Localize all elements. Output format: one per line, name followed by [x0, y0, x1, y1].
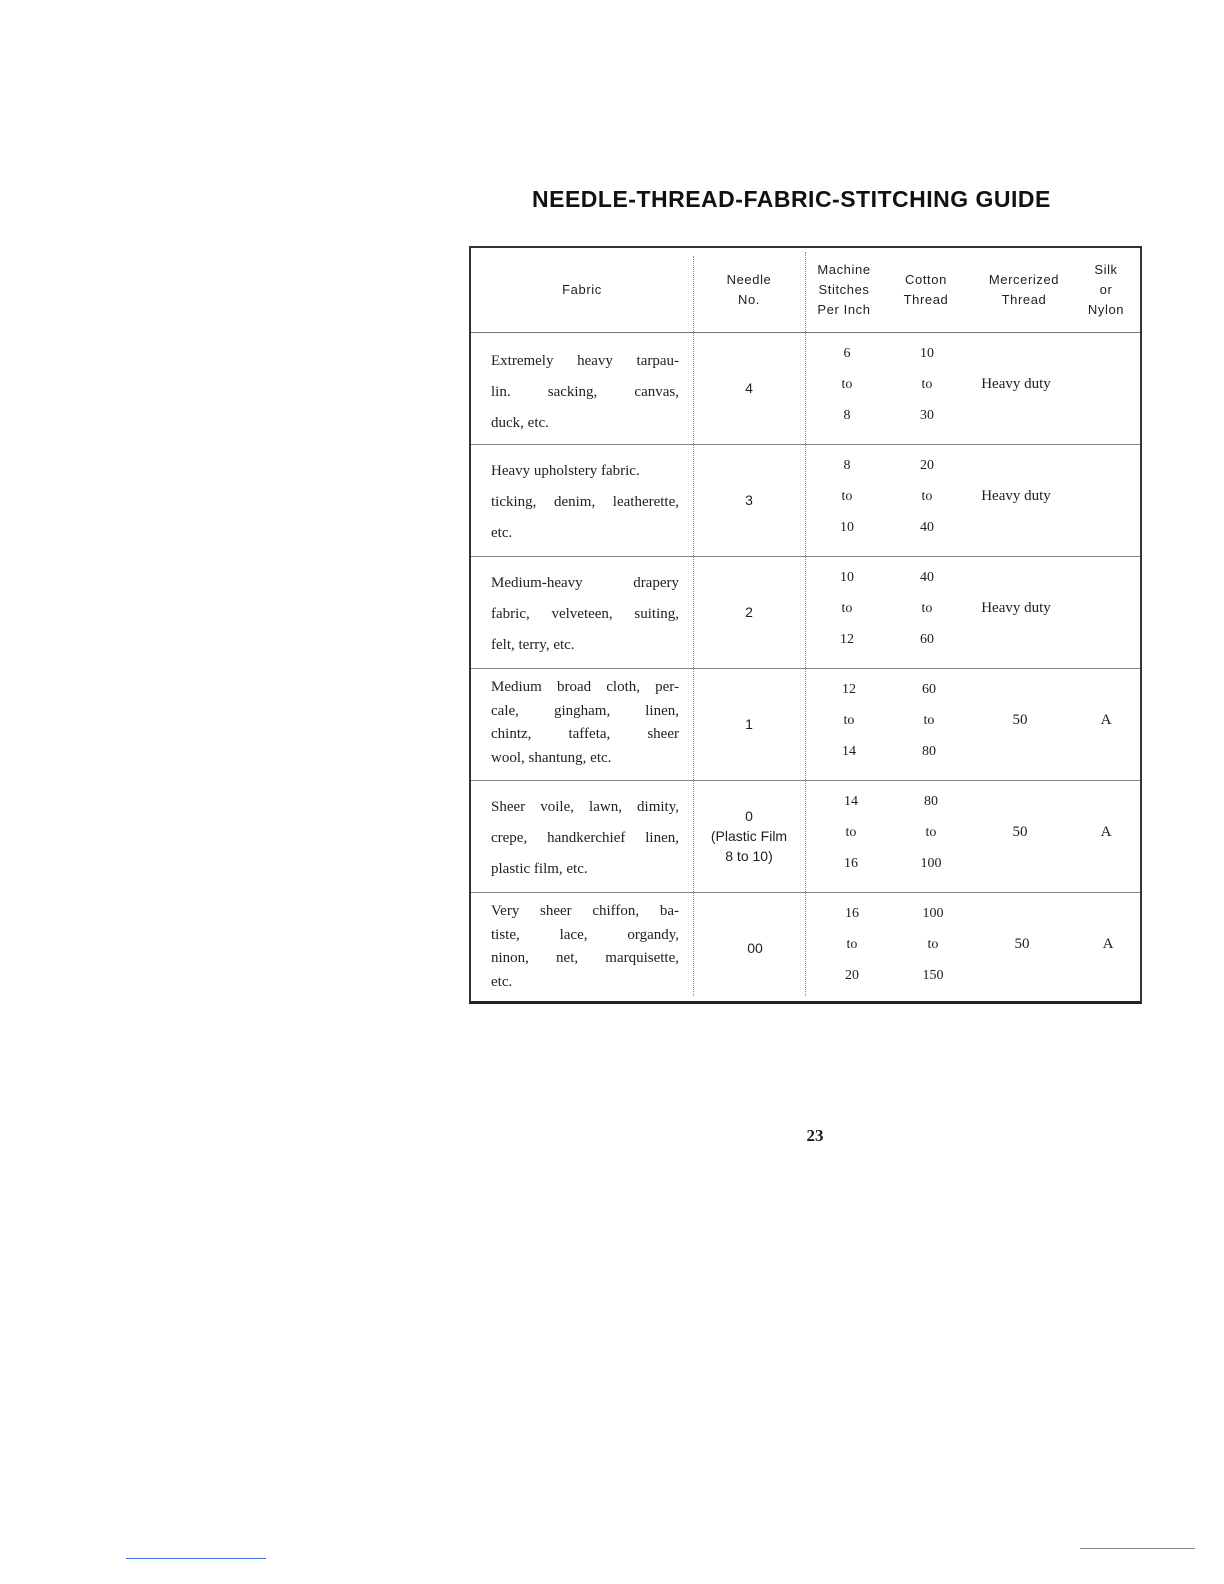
cotton-max: 60: [920, 632, 934, 647]
cotton-range: [897, 556, 957, 668]
stitches-max: 8: [843, 408, 851, 423]
cotton-to: to: [921, 377, 933, 392]
cotton-range: [899, 668, 959, 780]
fabric-description: [491, 676, 679, 770]
header-cotton-line: Thread: [903, 292, 949, 307]
header-silk-line: Nylon: [1087, 302, 1125, 317]
stitches-min: 10: [840, 570, 854, 585]
stitches-range: [819, 668, 879, 780]
fabric-line: Heavy upholstery fabric.: [491, 463, 640, 479]
fabric-line: chintz, taffeta, sheer: [491, 726, 679, 742]
fabric-line: Medium broad cloth, per-: [491, 679, 679, 695]
cotton-min: 80: [924, 794, 938, 809]
fabric-line: cale, gingham, linen,: [491, 702, 679, 719]
page-number: 23: [806, 1126, 824, 1145]
fabric-line: fabric, velveteen, suiting,: [491, 606, 679, 622]
needle-line: 4: [745, 380, 753, 396]
needle-line: 0: [745, 808, 753, 824]
fabric-line: crepe, handkerchief linen,: [491, 830, 679, 846]
cotton-min: 20: [920, 458, 934, 473]
cotton-to: to: [921, 489, 933, 504]
header-cotton: [883, 248, 969, 332]
stitching-guide-table: [469, 246, 1142, 1004]
header-silk-line: Silk: [1094, 262, 1118, 277]
header-fabric-text: Fabric: [562, 282, 602, 297]
header-needle-line: No.: [737, 292, 760, 307]
header-stitches: [805, 248, 883, 332]
fabric-description: [491, 792, 679, 885]
mercerized-thread: Heavy duty: [981, 488, 1051, 504]
fabric-line: Extremely heavy tarpau-: [491, 353, 679, 369]
header-mercerized-line: Thread: [1001, 292, 1047, 307]
scan-artifact-line: [1080, 1548, 1195, 1549]
needle-line: 8 to 10): [725, 848, 773, 864]
fabric-line: lin. sacking, canvas,: [491, 384, 679, 400]
stitches-max: 20: [845, 968, 859, 983]
stitches-range: [817, 332, 877, 444]
cotton-to: to: [921, 601, 933, 616]
header-mercerized-line: Mercerized: [988, 272, 1060, 287]
mercerized-thread: Heavy duty: [981, 376, 1051, 392]
needle-number: [699, 892, 811, 1004]
header-stitches-line: Stitches: [818, 282, 870, 297]
cotton-min: 40: [920, 570, 934, 585]
needle-number: [693, 556, 805, 668]
table-row: [471, 668, 1140, 781]
table-row: [471, 556, 1140, 669]
cotton-to: to: [923, 713, 935, 728]
stitches-to: to: [841, 489, 853, 504]
stitches-range: [817, 556, 877, 668]
header-stitches-line: Per Inch: [817, 302, 871, 317]
needle-number: [693, 780, 805, 892]
needle-line: (Plastic Film: [710, 828, 788, 844]
stitches-max: 16: [844, 856, 858, 871]
fabric-line: duck, etc.: [491, 415, 549, 431]
fabric-line: ninon, net, marquisette,: [491, 950, 679, 966]
header-silk: [1071, 248, 1141, 332]
cotton-range: [897, 444, 957, 556]
stitches-max: 12: [840, 632, 854, 647]
needle-number: [693, 332, 805, 444]
table-row: [471, 444, 1140, 557]
header-cotton-line: Cotton: [905, 272, 947, 287]
fabric-line: Sheer voile, lawn, dimity,: [491, 799, 679, 815]
header-needle: [693, 248, 805, 332]
header-needle-line: Needle: [726, 272, 772, 287]
stitches-range: [821, 780, 881, 892]
table-row: [471, 332, 1140, 445]
fabric-line: ticking, denim, leatherette,: [491, 494, 679, 510]
header-stitches-line: Machine: [817, 262, 871, 277]
fabric-description: [491, 346, 679, 439]
fabric-description: [491, 900, 679, 994]
header-silk-line: or: [1099, 282, 1113, 297]
fabric-line: plastic film, etc.: [491, 861, 588, 877]
cotton-min: 100: [922, 906, 944, 921]
silk-nylon: A: [1100, 824, 1112, 840]
silk-nylon: A: [1102, 936, 1114, 952]
stitches-range: [817, 444, 877, 556]
silk-nylon: A: [1100, 712, 1112, 728]
mercerized-thread: 50: [1012, 712, 1028, 728]
table-row: [471, 780, 1140, 893]
needle-line: 2: [745, 604, 753, 620]
fabric-description: [491, 456, 679, 549]
cotton-range: [897, 332, 957, 444]
mercerized-thread: 50: [1014, 936, 1030, 952]
cotton-max: 150: [922, 968, 944, 983]
fabric-description: [491, 568, 679, 661]
fabric-line: Very sheer chiffon, ba-: [491, 903, 679, 919]
stitches-min: 6: [843, 346, 851, 361]
cotton-max: 30: [920, 408, 934, 423]
page-title: NEEDLE-THREAD-FABRIC-STITCHING GUIDE: [532, 186, 1051, 212]
fabric-line: tiste, lace, organdy,: [491, 926, 679, 943]
cotton-min: 10: [920, 346, 934, 361]
needle-line: 00: [747, 940, 763, 956]
header-mercerized: [969, 248, 1079, 332]
header-fabric: [471, 248, 693, 332]
cotton-max: 80: [922, 744, 936, 759]
fabric-line: etc.: [491, 973, 513, 990]
stitches-to: to: [843, 713, 855, 728]
table-row: [471, 892, 1140, 1000]
needle-number: [693, 668, 805, 780]
stitches-min: 14: [844, 794, 858, 809]
cotton-to: to: [925, 825, 937, 840]
needle-line: 1: [745, 716, 753, 732]
scan-artifact-line: [126, 1558, 266, 1559]
stitches-min: 16: [845, 906, 859, 921]
mercerized-thread: 50: [1012, 824, 1028, 840]
fabric-line: Medium-heavy drapery: [491, 575, 679, 591]
fabric-line: felt, terry, etc.: [491, 637, 575, 653]
cotton-max: 40: [920, 520, 934, 535]
stitches-to: to: [841, 601, 853, 616]
stitches-min: 8: [843, 458, 851, 473]
stitches-min: 12: [842, 682, 856, 697]
cotton-min: 60: [922, 682, 936, 697]
stitches-max: 14: [842, 744, 856, 759]
cotton-to: to: [927, 937, 939, 952]
fabric-line: wool, shantung, etc.: [491, 749, 612, 766]
cotton-range: [903, 892, 963, 1000]
cotton-range: [901, 780, 961, 892]
stitches-range: [822, 892, 882, 1000]
stitches-to: to: [845, 825, 857, 840]
stitches-to: to: [846, 937, 858, 952]
stitches-max: 10: [840, 520, 854, 535]
needle-number: [693, 444, 805, 556]
stitches-to: to: [841, 377, 853, 392]
cotton-max: 100: [920, 856, 942, 871]
mercerized-thread: Heavy duty: [981, 600, 1051, 616]
needle-line: 3: [745, 492, 753, 508]
fabric-line: etc.: [491, 525, 513, 541]
